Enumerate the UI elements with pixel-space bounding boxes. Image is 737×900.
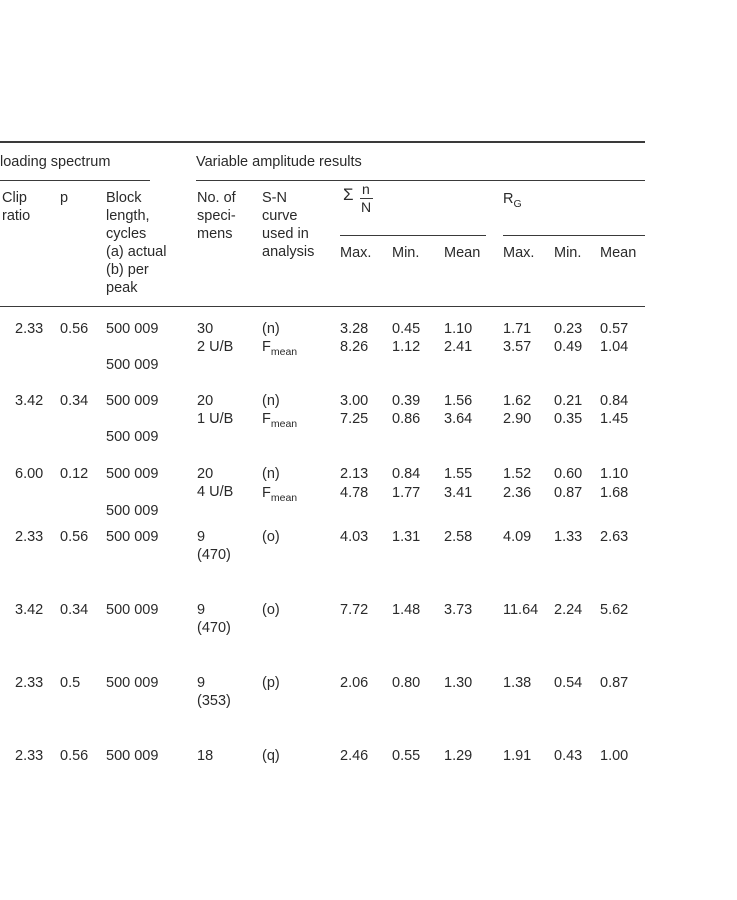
sum-max-fmean-cell: 4.78 <box>340 485 369 501</box>
sn-curve-cell: (p) <box>262 675 280 691</box>
rg-max-cell: 1.38 <box>503 675 532 691</box>
sum-mean-cell: 1.55 <box>444 466 473 482</box>
block-length-per-peak-cell: 500 009 <box>106 503 159 519</box>
clip-ratio-header: Clip ratio <box>2 190 31 224</box>
sum-min-cell: 1.48 <box>392 602 421 618</box>
rg-mean-fmean-cell: 1.45 <box>600 411 629 427</box>
rg-max-cell: 11.64 <box>503 602 539 618</box>
sn-curve-cell: (o) <box>262 602 280 618</box>
clip-ratio-cell: 2.33 <box>15 675 44 691</box>
p-cell: 0.56 <box>60 748 89 764</box>
block-length-per-peak-cell: 500 009 <box>106 357 159 373</box>
sum-min-cell: 0.84 <box>392 466 421 482</box>
rg-min-cell: 0.21 <box>554 393 583 409</box>
sum-mean-cell: 1.30 <box>444 675 473 691</box>
clip-ratio-cell: 2.33 <box>15 321 44 337</box>
sum-min-cell: 0.45 <box>392 321 421 337</box>
sum-mean-cell: 1.29 <box>444 748 473 764</box>
sum-mean-fmean-cell: 3.64 <box>444 411 473 427</box>
rg-mean-header: Mean <box>600 245 637 261</box>
header-bottom-rule <box>0 306 645 307</box>
sum-min-cell: 0.55 <box>392 748 421 764</box>
p-cell: 0.34 <box>60 393 89 409</box>
fraction-numerator: n <box>362 181 370 197</box>
rg-max-cell: 1.91 <box>503 748 532 764</box>
specimens-cell: 9 <box>197 602 206 618</box>
rg-min-cell: 0.54 <box>554 675 583 691</box>
rg-min-cell: 0.60 <box>554 466 583 482</box>
rg-max-cell: 4.09 <box>503 529 532 545</box>
sum-max-fmean-cell: 8.26 <box>340 339 369 355</box>
sum-min-fmean-cell: 1.77 <box>392 485 421 501</box>
specimens-cell: 9 <box>197 675 206 691</box>
clip-ratio-cell: 3.42 <box>15 393 44 409</box>
rg-max-cell: 1.52 <box>503 466 532 482</box>
block-length-actual-cell: 500 009 <box>106 321 159 337</box>
sum-max-cell: 2.06 <box>340 675 369 691</box>
rg-mean-cell: 0.57 <box>600 321 629 337</box>
rg-max-fmean-cell: 3.57 <box>503 339 532 355</box>
rg-min-cell: 1.33 <box>554 529 583 545</box>
sum-ratio-rule <box>340 235 486 236</box>
rg-min-fmean-cell: 0.87 <box>554 485 583 501</box>
rg-mean-cell: 0.87 <box>600 675 629 691</box>
specimens-cell: 30 <box>197 321 214 337</box>
specimens-cell: 18 <box>197 748 214 764</box>
table-top-rule <box>0 141 645 143</box>
rg-min-cell: 0.43 <box>554 748 583 764</box>
specimens-cell: 20 <box>197 393 214 409</box>
rg-min-cell: 2.24 <box>554 602 583 618</box>
sn-curve-cell: (n) <box>262 321 280 337</box>
rg-mean-fmean-cell: 1.04 <box>600 339 629 355</box>
sum-min-header: Min. <box>392 245 420 261</box>
rg-max-header: Max. <box>503 245 535 261</box>
clip-ratio-cell: 6.00 <box>15 466 44 482</box>
specimens-note-cell: 1 U/B <box>197 411 234 427</box>
sum-min-cell: 0.39 <box>392 393 421 409</box>
sum-max-fmean-cell: 7.25 <box>340 411 369 427</box>
rg-min-fmean-cell: 0.35 <box>554 411 583 427</box>
rg-max-fmean-cell: 2.90 <box>503 411 532 427</box>
specimens-note-cell: 4 U/B <box>197 484 234 500</box>
rg-mean-cell: 1.10 <box>600 466 629 482</box>
rg-max-cell: 1.71 <box>503 321 532 337</box>
fraction-denominator: N <box>361 199 372 215</box>
sum-mean-cell: 1.56 <box>444 393 473 409</box>
rg-max-fmean-cell: 2.36 <box>503 485 532 501</box>
rg-mean-cell: 5.62 <box>600 602 629 618</box>
sum-min-cell: 0.80 <box>392 675 421 691</box>
sum-max-cell: 3.00 <box>340 393 369 409</box>
p-header: p <box>60 190 69 206</box>
specimens-header: No. of speci- mens <box>197 190 236 242</box>
sn-curve-cell: (n) <box>262 393 280 409</box>
sum-mean-fmean-cell: 2.41 <box>444 339 473 355</box>
specimens-note-cell: (470) <box>197 620 231 636</box>
block-length-actual-cell: 500 009 <box>106 602 159 618</box>
clip-ratio-cell: 3.42 <box>15 602 44 618</box>
sum-max-cell: 4.03 <box>340 529 369 545</box>
sn-curve-cell: (n) <box>262 466 280 482</box>
block-length-actual-cell: 500 009 <box>106 675 159 691</box>
rg-mean-cell: 1.00 <box>600 748 629 764</box>
block-length-actual-cell: 500 009 <box>106 529 159 545</box>
specimens-cell: 20 <box>197 466 214 482</box>
variable-amplitude-rule <box>196 180 645 181</box>
rg-min-fmean-cell: 0.49 <box>554 339 583 355</box>
rg-min-header: Min. <box>554 245 582 261</box>
clip-ratio-cell: 2.33 <box>15 529 44 545</box>
sum-max-header: Max. <box>340 245 372 261</box>
rg-min-cell: 0.23 <box>554 321 583 337</box>
block-length-header: Block length, cycles (a) actual (b) per peak <box>106 190 167 296</box>
sum-min-fmean-cell: 1.12 <box>392 339 421 355</box>
sum-symbol: Σ <box>343 185 354 204</box>
sn-curve-cell: (q) <box>262 748 280 764</box>
p-cell: 0.56 <box>60 321 89 337</box>
p-cell: 0.56 <box>60 529 89 545</box>
block-length-per-peak-cell: 500 009 <box>106 429 159 445</box>
block-length-actual-cell: 500 009 <box>106 748 159 764</box>
sum-max-cell: 2.46 <box>340 748 369 764</box>
rg-mean-fmean-cell: 1.68 <box>600 485 629 501</box>
block-length-actual-cell: 500 009 <box>106 466 159 482</box>
rg-mean-cell: 2.63 <box>600 529 629 545</box>
sum-mean-fmean-cell: 3.41 <box>444 485 473 501</box>
sum-max-cell: 2.13 <box>340 466 369 482</box>
specimens-note-cell: (353) <box>197 693 231 709</box>
sum-min-cell: 1.31 <box>392 529 421 545</box>
p-cell: 0.34 <box>60 602 89 618</box>
sum-mean-cell: 3.73 <box>444 602 473 618</box>
sum-max-cell: 7.72 <box>340 602 369 618</box>
rg-header: $R_G$ <box>503 191 522 210</box>
sn-curve-fmean-cell: $F_{mean}$ <box>262 411 298 430</box>
p-cell: 0.5 <box>60 675 81 691</box>
rg-max-cell: 1.62 <box>503 393 532 409</box>
rg-rule <box>503 235 645 236</box>
sum-mean-header: Mean <box>444 245 481 261</box>
sum-mean-cell: 1.10 <box>444 321 473 337</box>
p-cell: 0.12 <box>60 466 89 482</box>
sum-mean-cell: 2.58 <box>444 529 473 545</box>
clip-ratio-cell: 2.33 <box>15 748 44 764</box>
specimens-cell: 9 <box>197 529 206 545</box>
sum-max-cell: 3.28 <box>340 321 369 337</box>
variable-amplitude-heading: Variable amplitude results <box>196 154 362 170</box>
sn-curve-header: S-N curve used in analysis <box>262 190 315 260</box>
sum-min-fmean-cell: 0.86 <box>392 411 421 427</box>
loading-spectrum-rule <box>0 180 150 181</box>
specimens-note-cell: 2 U/B <box>197 339 234 355</box>
loading-spectrum-heading: loading spectrum <box>0 154 111 170</box>
sn-curve-fmean-cell: $F_{mean}$ <box>262 485 298 504</box>
rg-mean-cell: 0.84 <box>600 393 629 409</box>
sn-curve-cell: (o) <box>262 529 280 545</box>
block-length-actual-cell: 500 009 <box>106 393 159 409</box>
specimens-note-cell: (470) <box>197 547 231 563</box>
sn-curve-fmean-cell: $F_{mean}$ <box>262 339 298 358</box>
